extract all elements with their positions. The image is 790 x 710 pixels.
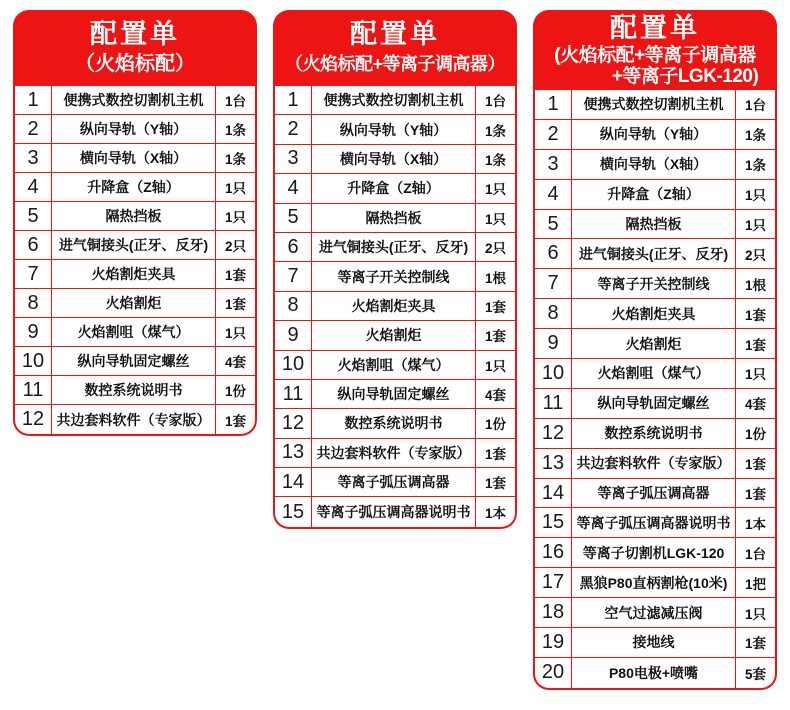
row-number: 6: [535, 239, 572, 268]
table-row: [275, 115, 515, 144]
row-item-name: 火焰割咀（煤气）: [337, 356, 450, 373]
row-number: 1: [15, 86, 52, 114]
config-table: [275, 86, 515, 527]
row-quantity: 1套: [475, 439, 515, 467]
table-row: [535, 479, 775, 509]
table-row: [535, 269, 775, 299]
row-quantity: 1套: [475, 468, 515, 496]
row-item-name: 数控系统说明书: [84, 382, 183, 398]
row-item-name: 火焰割炬夹具: [91, 266, 176, 282]
row-quantity: 1条: [215, 144, 255, 172]
row-number: 13: [535, 449, 572, 478]
table-row: [535, 150, 775, 180]
table-row: [15, 202, 255, 231]
row-item-name: 等离子切割机LGK-120: [582, 544, 725, 561]
row-item-name: 等离子弧压调高器: [337, 474, 450, 491]
table-row: [275, 380, 515, 409]
row-number: 20: [535, 658, 572, 688]
row-item-name: 横向导轨（X轴）: [599, 156, 708, 173]
row-number: 7: [535, 269, 572, 298]
row-item-name: 共边套料软件（专家版）: [316, 444, 471, 461]
table-row: [535, 508, 775, 538]
row-number: 4: [15, 173, 52, 201]
row-number: 3: [15, 144, 52, 172]
table-row: [15, 173, 255, 202]
row-number: 16: [535, 538, 572, 567]
row-number: 1: [535, 90, 572, 119]
table-row: [275, 145, 515, 174]
row-number: 5: [535, 210, 572, 239]
row-quantity: 1套: [735, 329, 775, 358]
table-row: [535, 329, 775, 359]
table-row: [275, 204, 515, 233]
row-number: 5: [275, 204, 312, 232]
table-row: [275, 468, 515, 497]
row-quantity: 1套: [735, 628, 775, 657]
row-item-name: 数控系统说明书: [604, 425, 703, 442]
table-row: [535, 180, 775, 210]
row-quantity: 1条: [735, 150, 775, 179]
row-number: 1: [275, 86, 312, 114]
card-subtitle-line: (火焰标配+等离子调高器: [554, 45, 756, 66]
row-item-name: 纵向导轨（Y轴）: [79, 121, 188, 137]
table-row: [275, 409, 515, 438]
table-row: [535, 449, 775, 479]
row-quantity: 1只: [215, 318, 255, 346]
row-quantity: 1套: [215, 260, 255, 288]
row-quantity: 1份: [735, 419, 775, 448]
row-number: 8: [275, 292, 312, 320]
row-item-name: 升降盒（Z轴）: [607, 186, 700, 203]
config-table: [15, 86, 255, 434]
row-number: 3: [275, 145, 312, 173]
table-row: [15, 86, 255, 115]
table-row: [275, 86, 515, 115]
table-row: [275, 351, 515, 380]
row-number: 12: [275, 409, 312, 437]
row-item-name: 接地线: [632, 634, 675, 651]
table-row: [535, 299, 775, 329]
table-row: [275, 497, 515, 526]
card-title: 配置单: [90, 19, 180, 49]
table-row: [275, 292, 515, 321]
row-quantity: 1套: [735, 449, 775, 478]
row-number: 9: [15, 318, 52, 346]
row-number: 5: [15, 202, 52, 230]
row-quantity: 1套: [735, 299, 775, 328]
row-number: 11: [15, 376, 52, 404]
card-title: 配置单: [350, 19, 440, 49]
row-number: 11: [275, 380, 312, 408]
row-quantity: 1只: [735, 210, 775, 239]
row-item-name: 升降盒（Z轴）: [347, 180, 440, 197]
row-quantity: 1只: [735, 180, 775, 209]
row-quantity: 4套: [735, 389, 775, 418]
row-quantity: 1根: [735, 269, 775, 298]
table-row: [15, 289, 255, 318]
row-item-name: 火焰割炬: [105, 295, 162, 311]
row-number: 4: [275, 174, 312, 202]
table-row: [275, 321, 515, 350]
row-item-name: 等离子开关控制线: [597, 275, 710, 292]
row-item-name: 黑狼P80直柄割枪(10米): [579, 574, 728, 591]
row-quantity: 1只: [475, 174, 515, 202]
table-row: [275, 174, 515, 203]
table-row: [15, 144, 255, 173]
row-item-name: 纵向导轨固定螺丝: [597, 395, 710, 412]
row-number: 9: [535, 329, 572, 358]
row-quantity: 1套: [735, 479, 775, 508]
row-quantity: 1只: [215, 202, 255, 230]
row-quantity: 5套: [735, 658, 775, 688]
card-header: [15, 10, 255, 86]
row-quantity: 1只: [475, 351, 515, 379]
row-item-name: 空气过滤减压阀: [604, 604, 703, 621]
card-subtitle: [535, 45, 775, 87]
row-number: 8: [535, 299, 572, 328]
row-item-name: 便携式数控切割机主机: [323, 92, 464, 109]
row-item-name: 纵向导轨（Y轴）: [599, 126, 708, 143]
table-row: [535, 598, 775, 628]
row-item-name: 纵向导轨固定螺丝: [337, 386, 450, 403]
row-quantity: 1套: [475, 321, 515, 349]
row-item-name: P80电极+喷嘴: [608, 664, 699, 681]
row-item-name: 等离子弧压调高器说明书: [576, 514, 731, 531]
row-number: 12: [15, 405, 52, 434]
row-quantity: 1套: [215, 405, 255, 434]
row-item-name: 进气铜接头(正牙、反牙): [578, 245, 729, 262]
table-row: [535, 568, 775, 598]
row-number: 11: [535, 389, 572, 418]
row-item-name: 等离子弧压调高器: [597, 485, 710, 502]
row-number: 7: [15, 260, 52, 288]
row-number: 10: [275, 351, 312, 379]
table-row: [275, 439, 515, 468]
row-item-name: 火焰割咀（煤气）: [77, 324, 190, 340]
row-number: 9: [275, 321, 312, 349]
row-number: 17: [535, 568, 572, 597]
row-quantity: 1台: [735, 90, 775, 119]
table-row: [535, 658, 775, 688]
config-card-flame-plasma-thc: [273, 10, 517, 529]
row-item-name: 便携式数控切割机主机: [583, 96, 724, 113]
row-item-name: 纵向导轨固定螺丝: [77, 353, 190, 369]
row-number: 3: [535, 150, 572, 179]
table-row: [15, 231, 255, 260]
table-row: [535, 628, 775, 658]
row-number: 14: [535, 479, 572, 508]
row-quantity: 1条: [735, 120, 775, 149]
table-row: [535, 389, 775, 419]
row-item-name: 横向导轨（X轴）: [339, 150, 448, 167]
row-number: 8: [15, 289, 52, 317]
row-quantity: 1只: [735, 359, 775, 388]
row-quantity: 2只: [735, 239, 775, 268]
row-item-name: 进气铜接头(正牙、反牙): [318, 239, 469, 256]
config-table: [535, 90, 775, 688]
row-item-name: 共边套料软件（专家版）: [576, 455, 731, 472]
row-item-name: 火焰割炬夹具: [351, 297, 436, 314]
row-item-name: 等离子开关控制线: [337, 268, 450, 285]
row-item-name: 火焰割咀（煤气）: [597, 365, 710, 382]
row-number: 6: [275, 233, 312, 261]
table-row: [535, 239, 775, 269]
table-row: [15, 115, 255, 144]
row-item-name: 隔热挡板: [625, 216, 682, 232]
row-quantity: 1台: [215, 86, 255, 114]
row-number: 14: [275, 468, 312, 496]
card-header: [275, 10, 515, 86]
row-number: 6: [15, 231, 52, 259]
row-quantity: 1条: [475, 145, 515, 173]
row-item-name: 火焰割炬: [365, 327, 422, 344]
row-item-name: 隔热挡板: [365, 209, 422, 226]
card-subtitle: [15, 51, 255, 77]
table-row: [535, 359, 775, 389]
table-row: [535, 120, 775, 150]
row-number: 13: [275, 439, 312, 467]
row-quantity: 1套: [215, 289, 255, 317]
card-title: 配置单: [610, 13, 700, 43]
row-item-name: 火焰割炬: [625, 335, 682, 352]
row-number: 15: [535, 508, 572, 537]
row-quantity: 4套: [475, 380, 515, 408]
row-number: 19: [535, 628, 572, 657]
row-quantity: 1份: [475, 409, 515, 437]
table-row: [15, 260, 255, 289]
row-quantity: 1本: [475, 497, 515, 526]
table-row: [535, 210, 775, 240]
row-quantity: 1根: [475, 262, 515, 290]
row-quantity: 1台: [735, 538, 775, 567]
card-subtitle: [275, 51, 515, 77]
row-quantity: 1台: [475, 86, 515, 114]
table-row: [275, 262, 515, 291]
row-quantity: 2只: [475, 233, 515, 261]
row-item-name: 升降盒（Z轴）: [87, 179, 180, 195]
row-number: 10: [535, 359, 572, 388]
table-row: [535, 90, 775, 120]
table-row: [15, 376, 255, 405]
table-row: [15, 405, 255, 434]
row-quantity: 1份: [215, 376, 255, 404]
row-item-name: 等离子弧压调高器说明书: [316, 504, 471, 521]
row-quantity: 1把: [735, 568, 775, 597]
row-quantity: 4套: [215, 347, 255, 375]
row-number: 4: [535, 180, 572, 209]
card-subtitle-line: +等离子LGK-120): [611, 66, 759, 87]
table-row: [15, 347, 255, 376]
row-item-name: 火焰割炬夹具: [611, 305, 696, 322]
card-subtitle-line: （火焰标配+等离子调高器）: [284, 54, 505, 74]
table-row: [275, 233, 515, 262]
row-number: 2: [15, 115, 52, 143]
row-item-name: 共边套料软件（专家版）: [56, 411, 211, 428]
config-card-flame-plasma-lgk120: [533, 10, 777, 690]
row-item-name: 数控系统说明书: [344, 415, 443, 432]
row-item-name: 横向导轨（X轴）: [79, 150, 188, 166]
card-header: [535, 10, 775, 90]
table-row: [535, 419, 775, 449]
row-number: 2: [275, 115, 312, 143]
row-item-name: 隔热挡板: [105, 208, 162, 224]
row-number: 10: [15, 347, 52, 375]
config-card-flame-standard: [13, 10, 257, 436]
row-quantity: 1只: [215, 173, 255, 201]
row-quantity: 1套: [475, 292, 515, 320]
row-number: 18: [535, 598, 572, 627]
row-item-name: 便携式数控切割机主机: [63, 92, 204, 108]
row-quantity: 1条: [215, 115, 255, 143]
row-item-name: 纵向导轨（Y轴）: [339, 121, 448, 138]
row-number: 2: [535, 120, 572, 149]
row-quantity: 1只: [735, 598, 775, 627]
row-number: 7: [275, 262, 312, 290]
table-row: [535, 538, 775, 568]
row-number: 12: [535, 419, 572, 448]
row-number: 15: [275, 497, 312, 526]
row-quantity: 1本: [735, 508, 775, 537]
table-row: [15, 318, 255, 347]
card-subtitle-line: （火焰标配）: [75, 53, 195, 75]
row-item-name: 进气铜接头(正牙、反牙): [58, 237, 209, 253]
row-quantity: 1条: [475, 115, 515, 143]
row-quantity: 1只: [475, 204, 515, 232]
row-quantity: 2只: [215, 231, 255, 259]
